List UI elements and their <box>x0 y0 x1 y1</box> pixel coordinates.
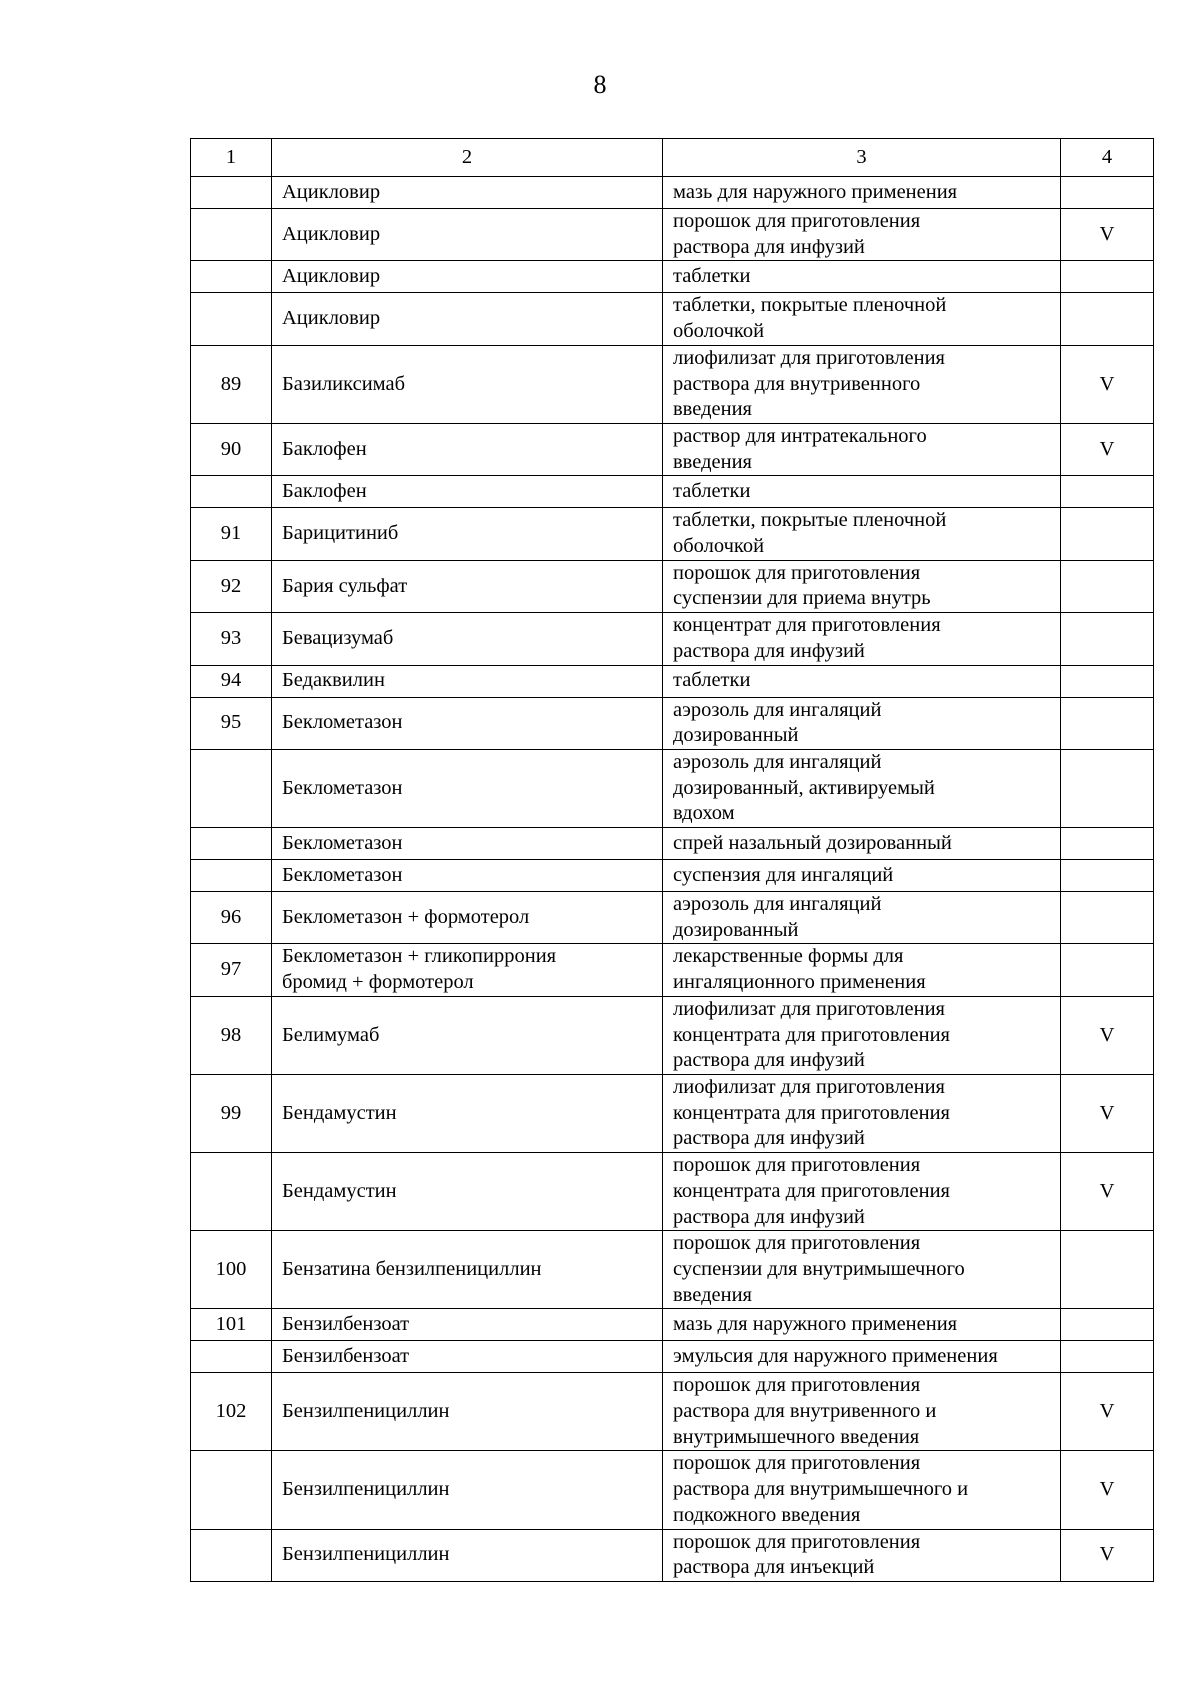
dosage-form-cell: порошок для приготовления раствора для инъекций <box>663 1529 1061 1581</box>
dosage-form-cell: лиофилизат для приготовления концентрата для приготовления раствора для инфузий <box>663 996 1061 1074</box>
row-number-cell <box>191 293 272 345</box>
mark-cell: V <box>1061 996 1154 1074</box>
mark-cell: V <box>1061 1153 1154 1231</box>
dosage-form-cell: аэрозоль для ингаляций дозированный <box>663 697 1061 749</box>
drug-name-cell: Бензилпенициллин <box>272 1529 663 1581</box>
table-row <box>191 560 1154 612</box>
row-number-cell: 98 <box>191 996 272 1074</box>
drug-name-cell: Базиликсимаб <box>272 345 663 423</box>
mark-cell: V <box>1061 1451 1154 1529</box>
row-number-cell <box>191 860 272 892</box>
mark-cell <box>1061 828 1154 860</box>
mark-cell <box>1061 749 1154 827</box>
table-row <box>191 996 1154 1074</box>
dosage-form-cell: эмульсия для наружного применения <box>663 1341 1061 1373</box>
drug-table <box>190 138 1154 1582</box>
row-number-cell <box>191 1341 272 1373</box>
table-row <box>191 1341 1154 1373</box>
row-number-cell <box>191 749 272 827</box>
drug-name-cell: Ацикловир <box>272 209 663 261</box>
dosage-form-cell: таблетки <box>663 261 1061 293</box>
table-row <box>191 345 1154 423</box>
dosage-form-cell: порошок для приготовления концентрата для приготовления раствора для инфузий <box>663 1153 1061 1231</box>
dosage-form-cell: концентрат для приготовления раствора для инфузий <box>663 613 1061 665</box>
drug-name-cell: Ацикловир <box>272 261 663 293</box>
row-number-cell <box>191 261 272 293</box>
mark-cell <box>1061 944 1154 996</box>
mark-cell: V <box>1061 1529 1154 1581</box>
mark-cell: V <box>1061 1373 1154 1451</box>
mark-cell <box>1061 1341 1154 1373</box>
dosage-form-cell: мазь для наружного применения <box>663 177 1061 209</box>
row-number-cell: 96 <box>191 892 272 944</box>
dosage-form-cell: порошок для приготовления раствора для внутривенного и внутримышечного введения <box>663 1373 1061 1451</box>
mark-cell: V <box>1061 423 1154 475</box>
mark-cell <box>1061 560 1154 612</box>
drug-name-cell: Бензатина бензилпенициллин <box>272 1231 663 1309</box>
drug-name-cell: Беклометазон <box>272 697 663 749</box>
row-number-cell <box>191 476 272 508</box>
mark-cell <box>1061 1309 1154 1341</box>
row-number-cell: 94 <box>191 665 272 697</box>
row-number-cell <box>191 828 272 860</box>
table-row <box>191 177 1154 209</box>
table-row <box>191 1153 1154 1231</box>
drug-name-cell: Беклометазон + гликопиррония бромид + формотерол <box>272 944 663 996</box>
table-row <box>191 892 1154 944</box>
dosage-form-cell: таблетки <box>663 476 1061 508</box>
drug-name-cell: Беклометазон <box>272 860 663 892</box>
drug-name-cell: Беклометазон + формотерол <box>272 892 663 944</box>
mark-cell <box>1061 665 1154 697</box>
drug-name-cell: Барицитиниб <box>272 508 663 560</box>
mark-cell <box>1061 177 1154 209</box>
dosage-form-cell: таблетки, покрытые пленочной оболочкой <box>663 293 1061 345</box>
drug-name-cell: Бендамустин <box>272 1153 663 1231</box>
row-number-cell: 92 <box>191 560 272 612</box>
mark-cell <box>1061 1231 1154 1309</box>
drug-name-cell: Баклофен <box>272 476 663 508</box>
dosage-form-cell: порошок для приготовления суспензии для приема внутрь <box>663 560 1061 612</box>
mark-cell <box>1061 613 1154 665</box>
dosage-form-cell: порошок для приготовления раствора для внутримышечного и подкожного введения <box>663 1451 1061 1529</box>
header-cell-3: 3 <box>663 139 1061 177</box>
mark-cell <box>1061 508 1154 560</box>
row-number-cell <box>191 1529 272 1581</box>
row-number-cell <box>191 177 272 209</box>
row-number-cell: 91 <box>191 508 272 560</box>
dosage-form-cell: таблетки <box>663 665 1061 697</box>
table-row <box>191 860 1154 892</box>
drug-name-cell: Ацикловир <box>272 177 663 209</box>
table-row <box>191 1373 1154 1451</box>
page-number: 8 <box>593 70 607 99</box>
dosage-form-cell: раствор для интратекального введения <box>663 423 1061 475</box>
drug-name-cell: Бензилбензоат <box>272 1341 663 1373</box>
dosage-form-cell: суспензия для ингаляций <box>663 860 1061 892</box>
table-row <box>191 209 1154 261</box>
row-number-cell: 101 <box>191 1309 272 1341</box>
table-row <box>191 261 1154 293</box>
row-number-cell: 95 <box>191 697 272 749</box>
mark-cell <box>1061 860 1154 892</box>
table-row <box>191 1529 1154 1581</box>
table-row <box>191 293 1154 345</box>
drug-name-cell: Бензилпенициллин <box>272 1373 663 1451</box>
row-number-cell: 89 <box>191 345 272 423</box>
dosage-form-cell: таблетки, покрытые пленочной оболочкой <box>663 508 1061 560</box>
row-number-cell: 90 <box>191 423 272 475</box>
table-row <box>191 423 1154 475</box>
row-number-cell <box>191 1451 272 1529</box>
dosage-form-cell: мазь для наружного применения <box>663 1309 1061 1341</box>
table-row <box>191 1451 1154 1529</box>
table-row <box>191 944 1154 996</box>
mark-cell: V <box>1061 1074 1154 1152</box>
mark-cell <box>1061 697 1154 749</box>
drug-name-cell: Бензилпенициллин <box>272 1451 663 1529</box>
table-row <box>191 613 1154 665</box>
dosage-form-cell: аэрозоль для ингаляций дозированный, активируемый вдохом <box>663 749 1061 827</box>
dosage-form-cell: аэрозоль для ингаляций дозированный <box>663 892 1061 944</box>
row-number-cell: 100 <box>191 1231 272 1309</box>
drug-name-cell: Бедаквилин <box>272 665 663 697</box>
dosage-form-cell: лиофилизат для приготовления концентрата для приготовления раствора для инфузий <box>663 1074 1061 1152</box>
table-row <box>191 665 1154 697</box>
row-number-cell: 102 <box>191 1373 272 1451</box>
row-number-cell <box>191 209 272 261</box>
drug-name-cell: Беклометазон <box>272 828 663 860</box>
table-row <box>191 828 1154 860</box>
mark-cell <box>1061 261 1154 293</box>
table-row <box>191 697 1154 749</box>
table-row <box>191 1074 1154 1152</box>
dosage-form-cell: порошок для приготовления раствора для инфузий <box>663 209 1061 261</box>
table-row <box>191 1309 1154 1341</box>
table-row <box>191 749 1154 827</box>
dosage-form-cell: лекарственные формы для ингаляционного применения <box>663 944 1061 996</box>
drug-name-cell: Бендамустин <box>272 1074 663 1152</box>
table-row <box>191 476 1154 508</box>
mark-cell: V <box>1061 345 1154 423</box>
table-header-row <box>191 139 1154 177</box>
mark-cell <box>1061 293 1154 345</box>
row-number-cell <box>191 1153 272 1231</box>
drug-name-cell: Бензилбензоат <box>272 1309 663 1341</box>
drug-name-cell: Белимумаб <box>272 996 663 1074</box>
row-number-cell: 97 <box>191 944 272 996</box>
mark-cell <box>1061 892 1154 944</box>
drug-name-cell: Беклометазон <box>272 749 663 827</box>
drug-name-cell: Баклофен <box>272 423 663 475</box>
mark-cell <box>1061 476 1154 508</box>
header-cell-1: 1 <box>191 139 272 177</box>
row-number-cell: 99 <box>191 1074 272 1152</box>
drug-name-cell: Ацикловир <box>272 293 663 345</box>
row-number-cell: 93 <box>191 613 272 665</box>
drug-name-cell: Бевацизумаб <box>272 613 663 665</box>
table-row <box>191 1231 1154 1309</box>
header-cell-2: 2 <box>272 139 663 177</box>
dosage-form-cell: спрей назальный дозированный <box>663 828 1061 860</box>
header-cell-4: 4 <box>1061 139 1154 177</box>
mark-cell: V <box>1061 209 1154 261</box>
dosage-form-cell: порошок для приготовления суспензии для внутримышечного введения <box>663 1231 1061 1309</box>
dosage-form-cell: лиофилизат для приготовления раствора для внутривенного введения <box>663 345 1061 423</box>
table-row <box>191 508 1154 560</box>
drug-name-cell: Бария сульфат <box>272 560 663 612</box>
